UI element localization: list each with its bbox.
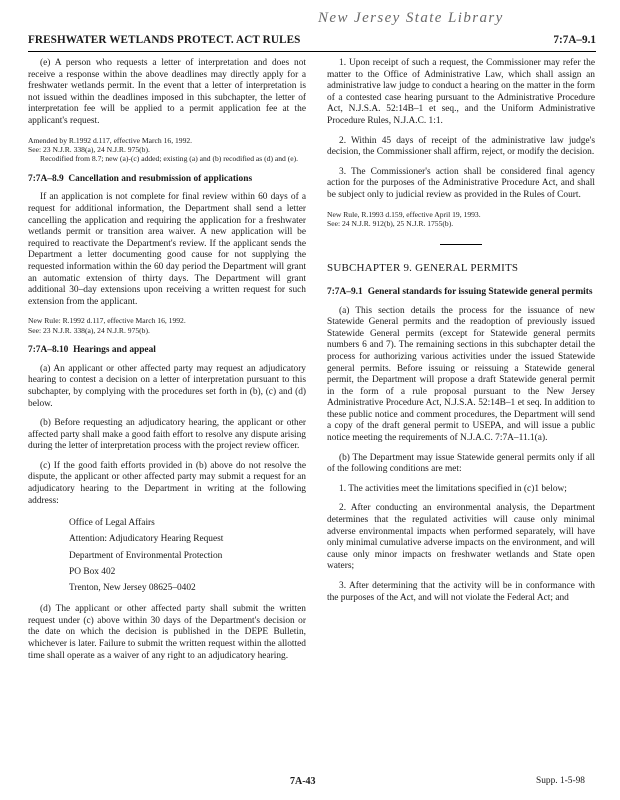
- section-number: 7:7A–9.1: [327, 286, 363, 297]
- section-number: 7:7A–8.9: [28, 173, 64, 184]
- page-number: 7A-43: [290, 776, 316, 787]
- amendment-note: [28, 136, 306, 164]
- header-section-ref: 7:7A–9.1: [553, 34, 596, 46]
- library-stamp: New Jersey State Library: [318, 10, 504, 26]
- address-line: PO Box 402: [69, 566, 116, 577]
- paragraph-a: (a) An applicant or other affected party may request an adjudicatory hearing to contest a decision on a letter of interpretation pursuant to this subchapter, by complying with the procedures set forth in (b), (c) and (d) below.: [28, 363, 306, 409]
- paragraph-8-9: If an application is not complete for final review within 60 days of a request for additional information, the Department shall send a letter cancelling the application and requiring the application for a freshwater wetlands permit or transition area waiver. A new application will be required to reactivate the Department's review. If the applicant sends the Department a letter documenting good cause for not supplying the requested information within the 60 day period the Department will grant an automatic extension of thirty days. The Department will grant additional 30–day extensions upon receiving a written request for such extension from the applicant.: [28, 192, 306, 307]
- mailing-address: [69, 515, 306, 596]
- address-line: Department of Environmental Protection: [69, 550, 223, 561]
- condition-3: 3. After determining that the activity will be in conformance with the purposes of the Act, and will not violate the Federal Act; and: [327, 581, 595, 603]
- address-line: Office of Legal Affairs: [69, 518, 155, 529]
- supplement-date: Supp. 1-5-98: [536, 776, 585, 786]
- paragraph-b: (b) The Department may issue Statewide general permits only if all of the following conditions are met:: [327, 452, 595, 475]
- note-line: See: 24 N.J.R. 912(b), 25 N.J.R. 1755(b).: [327, 218, 454, 228]
- condition-1: 1. The activities meet the limitations specified in (c)1 below;: [339, 483, 567, 494]
- note-line: New Rule: R.1992 d.117, effective March 16, 1992.: [28, 316, 186, 326]
- list-item-3: 3. The Commissioner's action shall be considered final agency action for the purposes of the Administrative Procedure Act, and shall be subject only to judicial review as provided in the Rules of Court.: [327, 166, 595, 200]
- paragraph-d: (d) The applicant or other affected party shall submit the written request under (c) above within 30 days of the Department's decision or the date on which the decision is published in the DEPE Bulletin, whichever is later. Failure to submit the written request within the allotted time shall operate as a waiver of any right to an adjudicatory hearing.: [28, 604, 306, 661]
- section-heading-9-1: [327, 287, 595, 299]
- list-item-1: 1. Upon receipt of such a request, the Commissioner may refer the matter to the Office of Administrative Law, which shall assign an administrative law judge to conduct a hearing on the matter in the form of a contested case hearing pursuant to the Administrative Procedure Act, N.J.S.A. 52:14B–1 et seq., and the Uniform Administrative Procedure Rules, N.J.A.C. 1:1.: [327, 58, 595, 126]
- note-line: Amended by R.1992 d.117, effective March 16, 1992.: [28, 135, 193, 145]
- section-divider: [440, 244, 482, 245]
- section-title: General standards for issuing Statewide general permits: [367, 286, 593, 297]
- new-rule-note: [28, 316, 306, 335]
- note-line: New Rule, R.1993 d.159, effective April 19, 1993.: [327, 209, 481, 219]
- note-line: Recodified from 8.7; new (a)-(c) added; existing (a) and (b) recodified as (d) and (e).: [40, 154, 299, 164]
- paragraph-e: (e) A person who requests a letter of interpretation and does not receive a response within the above deadlines may directly apply for a freshwater wetlands permit. In the event that a letter of interpretation is not issued within the deadlines imposed in this subchapter, the letter of interpretation fee will be applied to a permit application fee at the applicant's request.: [28, 58, 306, 126]
- address-line: Attention: Adjudicatory Hearing Request: [69, 534, 224, 545]
- section-heading-8-9: [28, 174, 306, 186]
- subchapter-heading: SUBCHAPTER 9. GENERAL PERMITS: [327, 262, 519, 275]
- address-line: Trenton, New Jersey 08625–0402: [69, 583, 196, 594]
- paragraph-b: (b) Before requesting an adjudicatory hearing, the applicant or other affected party shall make a good faith effort to resolve any dispute arising during the letter of interpretation process with the project review officer.: [28, 418, 306, 452]
- new-rule-note: [327, 210, 595, 229]
- paragraph-a: (a) This section details the process for the issuance of new Statewide General permits and the readoption of previously issued Statewide General permits (except for Statewide general permits numbers 6 and 7). The remaining sections in this subchapter detail the process for authorizing various activities under the issued Statewide general permits. Before issuing or reissuing a Statewide general permit, the Department will propose a draft Statewide general permit in the form of a rule proposal pursuant to the New Jersey Administrative Procedure Act, N.J.S.A. 52:14B–1 et seq. In addition to these public notice and comment procedures, the Department will send a copy of the draft general permit to USEPA, and will issue a public notice meeting the requirements of N.J.A.C. 7:7A–11.1(a).: [327, 305, 595, 444]
- section-number: 7:7A–8.10: [28, 345, 69, 356]
- list-item-2: 2. Within 45 days of receipt of the administrative law judge's decision, the Commissioner shall affirm, reject, or modify the decision.: [327, 135, 595, 158]
- note-line: See: 23 N.J.R. 338(a), 24 N.J.R. 975(b).: [28, 325, 150, 335]
- section-title: Cancellation and resubmission of applications: [68, 173, 253, 184]
- header-title: FRESHWATER WETLANDS PROTECT. ACT RULES: [28, 34, 301, 46]
- section-title: Hearings and appeal: [73, 345, 156, 356]
- right-column: [327, 58, 595, 612]
- left-column: [28, 58, 306, 670]
- section-heading-8-10: [28, 345, 306, 357]
- condition-2: 2. After conducting an environmental analysis, the Department determines that the regulated activities will cause only minimal adverse environmental impacts when performed separately, will have only minimal cumulative adverse impacts on the environment, and will cause only minor impacts on freshwater wetlands and State open waters;: [327, 503, 595, 572]
- paragraph-c: (c) If the good faith efforts provided in (b) above do not resolve the dispute, the applicant or other affected party may submit a request for an adjudicatory hearing to the Department in writing at the following address:: [28, 460, 306, 506]
- running-header: [28, 34, 596, 52]
- note-line: See: 23 N.J.R. 338(a), 24 N.J.R. 975(b).: [28, 144, 150, 154]
